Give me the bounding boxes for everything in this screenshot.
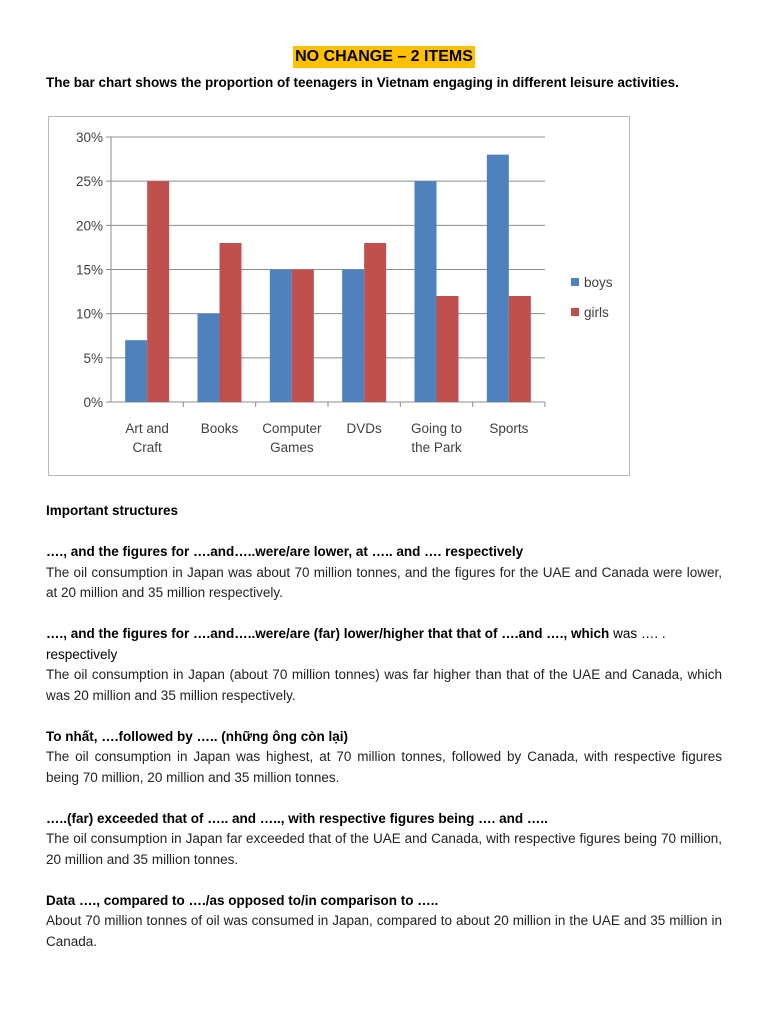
x-tick-label: Books <box>200 421 239 436</box>
structure-3: To nhất, ….followed by ….. (những ông còn lại) <box>46 728 348 744</box>
x-tick-label: Sports <box>489 421 529 436</box>
x-tick-label: the Park <box>411 440 462 455</box>
example-5: About 70 million tonnes of oil was consumed in Japan, compared to about 20 million in the UAE and 35 million in Canada. <box>46 913 722 949</box>
structure-2: …., and the figures for ….and…..were/are (far) lower/higher that that of ….and …., which was …. . respectively <box>46 626 666 662</box>
structures-section <box>46 501 722 952</box>
x-tick-label: DVDs <box>346 421 382 436</box>
bar-boys <box>125 340 147 402</box>
bar-boys <box>270 270 292 403</box>
page-title: NO CHANGE – 2 ITEMS <box>293 46 475 68</box>
x-tick-label: Craft <box>132 440 162 455</box>
bar-boys <box>415 181 437 402</box>
example-3: The oil consumption in Japan was highest, at 70 million tonnes, followed by Canada, with respective figures being 70 million, 20 million and 35 million tonnes. <box>46 749 722 785</box>
bar-boys <box>487 155 509 402</box>
legend-swatch-boys <box>571 278 579 286</box>
bar-girls <box>292 270 314 403</box>
bar-boys <box>198 314 220 402</box>
example-2: The oil consumption in Japan (about 70 million tonnes) was far higher than that of the UAE and Canada, which was 20 million and 35 million respectively. <box>46 667 722 703</box>
x-tick-label: Games <box>270 440 314 455</box>
bar-chart-box <box>48 116 630 476</box>
example-4: The oil consumption in Japan far exceeded that of the UAE and Canada, with respective figures being 70 million, 20 million and 35 million tonnes. <box>46 831 722 867</box>
y-tick-label: 30% <box>75 130 103 145</box>
bar-boys <box>342 270 364 403</box>
bar-girls <box>437 296 459 402</box>
bar-chart <box>49 117 631 477</box>
structure-4: …..(far) exceeded that of ….. and ….., with respective figures being …. and ….. <box>46 810 548 826</box>
chart-intro-text: The bar chart shows the proportion of teenagers in Vietnam engaging in different leisure activities. <box>46 75 679 90</box>
y-tick-label: 20% <box>75 218 103 234</box>
x-tick-label: Art and <box>125 421 169 436</box>
legend-label-girls: girls <box>584 305 609 320</box>
bar-girls <box>147 181 169 402</box>
title-wrapper <box>0 46 768 68</box>
y-tick-label: 0% <box>83 395 103 410</box>
x-tick-label: Going to <box>410 421 463 436</box>
legend-swatch-girls <box>571 308 579 316</box>
bar-girls <box>509 296 531 402</box>
structure-1: …., and the figures for ….and…..were/are lower, at ….. and …. respectively <box>46 544 524 559</box>
y-tick-label: 15% <box>75 262 103 278</box>
y-tick-label: 5% <box>83 350 103 366</box>
bar-girls <box>220 243 242 402</box>
y-tick-label: 25% <box>75 174 103 190</box>
x-tick-label: Computer <box>262 421 322 436</box>
example-1: The oil consumption in Japan was about 70 million tonnes, and the figures for the UAE and Canada were lower, at 20 million and 35 million respectively. <box>46 564 722 600</box>
structure-5: Data …., compared to …./as opposed to/in comparison to ….. <box>46 892 439 908</box>
bar-girls <box>364 243 386 402</box>
section-heading: Important structures <box>46 503 179 518</box>
y-tick-label: 10% <box>75 306 103 322</box>
legend-label-boys: boys <box>584 275 613 290</box>
